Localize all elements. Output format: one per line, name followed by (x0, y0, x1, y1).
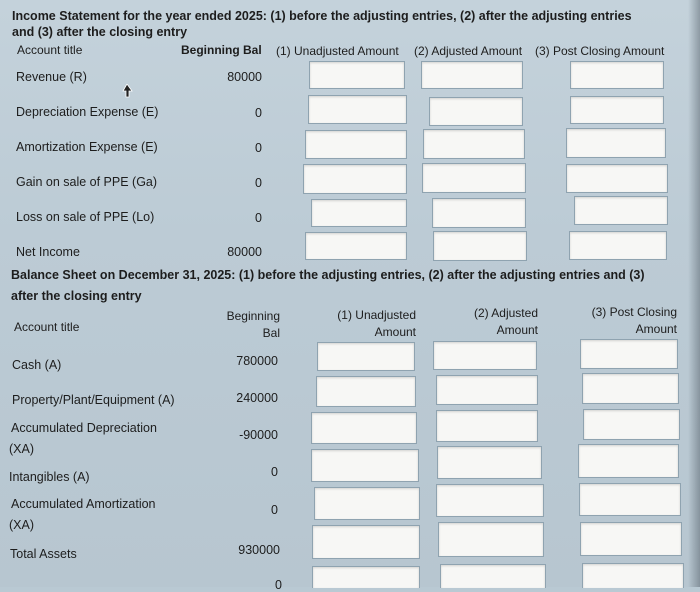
header-line: Amount (635, 322, 677, 336)
header-line: (2) Adjusted (473, 306, 538, 320)
amortization-post-closing-input[interactable] (566, 128, 666, 158)
total-assets-adjusted-input[interactable] (438, 522, 544, 557)
income-row-label: Loss on sale of PPE (Lo) (16, 210, 155, 224)
revenue-unadjusted-input[interactable] (309, 61, 405, 89)
intangibles-unadjusted-input[interactable] (311, 449, 419, 482)
income-header-beginning: Beginning Bal (181, 43, 262, 57)
revenue-adjusted-input[interactable] (421, 61, 523, 89)
intangibles-post-closing-input[interactable] (578, 444, 679, 478)
balance-header-beginning (210, 308, 280, 342)
income-row-beginning: 0 (255, 176, 262, 190)
revenue-post-closing-input[interactable] (570, 61, 664, 89)
balance-row-label: Accumulated Depreciation (11, 421, 157, 435)
income-header-unadjusted: (1) Unadjusted Amount (276, 44, 399, 58)
loss-unadjusted-input[interactable] (311, 199, 407, 227)
ppe-adjusted-input[interactable] (436, 375, 538, 405)
acc-amortization-post-closing-input[interactable] (579, 483, 681, 516)
intangibles-adjusted-input[interactable] (437, 446, 542, 479)
partial-row-beginning: 0 (275, 578, 282, 592)
gain-unadjusted-input[interactable] (303, 164, 407, 194)
income-header-adjusted: (2) Adjusted Amount (414, 44, 523, 58)
loss-adjusted-input[interactable] (432, 198, 526, 228)
partial-post-closing-input[interactable] (582, 563, 684, 588)
amortization-adjusted-input[interactable] (423, 129, 525, 159)
balance-row-label-line2: (XA) (9, 442, 34, 456)
balance-header-adjusted (440, 305, 538, 339)
cash-adjusted-input[interactable] (433, 341, 537, 370)
balance-row-label: Total Assets (10, 547, 77, 561)
balance-row-label-line2: (XA) (9, 518, 34, 532)
income-header-post-closing: (3) Post Closing Amount (535, 44, 665, 58)
cash-post-closing-input[interactable] (580, 339, 678, 369)
income-row-beginning: 0 (255, 211, 262, 225)
income-row-label: Revenue (R) (16, 70, 87, 84)
header-line: Amount (496, 323, 538, 337)
screen-edge-shadow (688, 0, 700, 587)
income-row-label: Depreciation Expense (E) (16, 105, 159, 119)
income-row-beginning: 80000 (227, 245, 262, 259)
balance-row-beginning: 780000 (236, 354, 278, 368)
balance-sheet-title-line2: after the closing entry (11, 289, 142, 303)
amortization-unadjusted-input[interactable] (305, 130, 407, 159)
income-row-label: Net Income (16, 245, 80, 259)
depreciation-adjusted-input[interactable] (429, 97, 523, 126)
income-statement-title: Income Statement for the year ended 2025: (1) before the adjusting entries, (2) after the adjusting entries (12, 9, 632, 23)
header-line: Bal (262, 326, 280, 340)
cash-unadjusted-input[interactable] (317, 342, 415, 371)
balance-sheet-title: Balance Sheet on December 31, 2025: (1) before the adjusting entries, (2) after the adjusting entries and (3) (11, 268, 645, 282)
mouse-cursor-icon (122, 84, 134, 98)
income-row-beginning: 0 (255, 106, 262, 120)
income-header-account: Account title (17, 43, 83, 57)
balance-row-beginning: 930000 (238, 543, 280, 557)
balance-row-label: Intangibles (A) (9, 470, 90, 484)
depreciation-unadjusted-input[interactable] (308, 95, 407, 124)
header-line: Amount (374, 325, 416, 339)
net-income-adjusted-input[interactable] (433, 231, 527, 261)
acc-depreciation-unadjusted-input[interactable] (311, 412, 417, 444)
balance-row-beginning: 240000 (236, 391, 278, 405)
income-row-label: Gain on sale of PPE (Ga) (16, 175, 158, 189)
header-line: Beginning (226, 309, 280, 323)
acc-depreciation-adjusted-input[interactable] (436, 410, 538, 442)
income-row-beginning: 0 (255, 141, 262, 155)
balance-row-beginning: 0 (271, 465, 278, 479)
income-row-beginning: 80000 (227, 70, 262, 84)
income-statement-title-line2: and (3) after the closing entry (12, 25, 188, 39)
acc-amortization-unadjusted-input[interactable] (314, 487, 420, 520)
balance-header-unadjusted (310, 307, 416, 341)
balance-row-label: Cash (A) (12, 358, 62, 372)
total-assets-unadjusted-input[interactable] (312, 525, 420, 559)
acc-amortization-adjusted-input[interactable] (436, 484, 544, 517)
balance-row-label: Accumulated Amortization (11, 497, 156, 511)
ppe-post-closing-input[interactable] (582, 373, 679, 404)
income-row-label: Amortization Expense (E) (16, 140, 158, 154)
net-income-post-closing-input[interactable] (569, 231, 667, 260)
total-assets-post-closing-input[interactable] (580, 522, 682, 556)
balance-row-beginning: -90000 (239, 428, 278, 442)
ppe-unadjusted-input[interactable] (316, 376, 416, 407)
balance-row-label: Property/Plant/Equipment (A) (12, 393, 175, 407)
header-line: (1) Unadjusted (337, 308, 416, 322)
gain-post-closing-input[interactable] (566, 164, 668, 193)
loss-post-closing-input[interactable] (574, 196, 668, 225)
gain-adjusted-input[interactable] (422, 163, 526, 193)
acc-depreciation-post-closing-input[interactable] (583, 409, 680, 440)
net-income-unadjusted-input[interactable] (305, 232, 407, 260)
partial-unadjusted-input[interactable] (312, 566, 420, 588)
balance-header-account: Account title (14, 320, 80, 334)
partial-adjusted-input[interactable] (440, 564, 546, 588)
header-line: (3) Post Closing (591, 305, 677, 319)
balance-row-beginning: 0 (271, 503, 278, 517)
balance-header-post-closing (570, 304, 677, 338)
depreciation-post-closing-input[interactable] (570, 96, 664, 124)
